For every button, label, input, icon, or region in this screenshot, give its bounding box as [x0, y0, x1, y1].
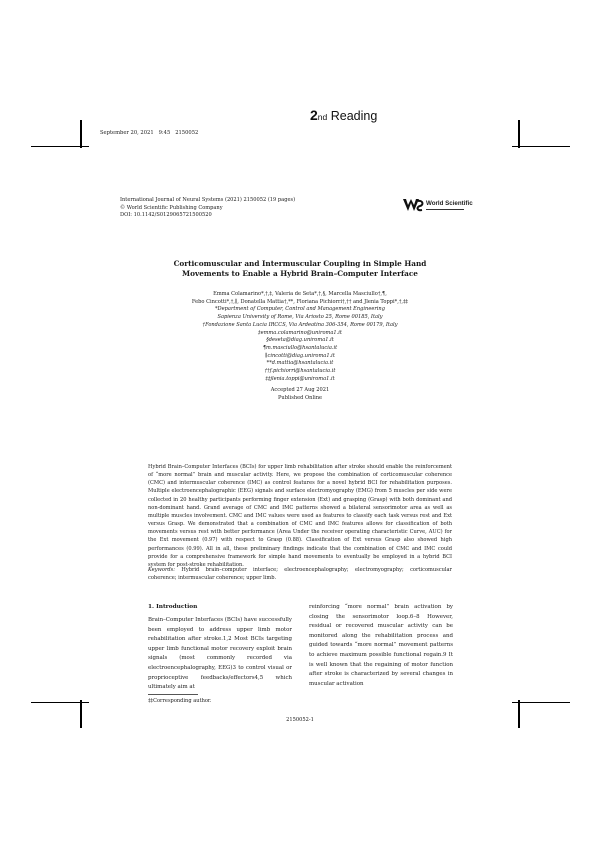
keywords-label: Keywords:	[148, 567, 176, 573]
author-block	[100, 291, 500, 403]
affiliation: Sapienza University of Rome, Via Ariosto 25, Rome 00185, Italy	[217, 314, 383, 321]
crop-mark	[31, 146, 89, 147]
keywords-text: Hybrid brain–computer interface; electroencephalography; electromyography; corticomuscular coherence; intermuscular coherence; upper limb.	[148, 567, 452, 582]
crop-mark	[80, 120, 82, 148]
header-date: September 20, 2021	[100, 130, 154, 136]
reading-superscript: nd	[317, 112, 328, 122]
affiliation: †Fondazione Santa Lucia IRCCS, Via Ardeatina 306-354, Rome 00179, Italy	[202, 321, 398, 328]
crop-mark	[512, 146, 570, 147]
crop-mark	[80, 700, 82, 728]
world-scientific-logo-icon	[402, 198, 424, 212]
affiliation: *Department of Computer, Control and Management Engineering	[215, 306, 385, 313]
journal-info	[120, 197, 295, 220]
email: ‡‡jlenia.toppi@uniroma1.it	[265, 375, 335, 382]
email: ††f.pichiorri@hsantalucia.it	[264, 368, 336, 375]
reading-number: 2	[310, 107, 318, 123]
logo-text: World Scientific	[426, 199, 473, 207]
keywords	[148, 566, 452, 582]
reading-text: Reading	[330, 109, 378, 123]
intro-column-right: reinforcing “more normal” brain activation by closing the sensorimotor loop.6–8 However, residual or recovered muscular activity can be monitored along the rehabilitation process and guided towards “more normal” movement patterns to achieve maximum possible functional regain.9 It is well known that the regaining of motor function after stroke is characterized by several changes in muscular activation	[309, 604, 453, 687]
crop-mark	[512, 702, 570, 703]
journal-doi: DOI: 10.1142/S0129065721500520	[120, 212, 212, 219]
header-time: 9:45	[158, 130, 171, 136]
email: **d.mattia@hsantalucia.it	[266, 360, 334, 367]
page-number: 2150052-1	[286, 717, 314, 723]
authors-line: Emma Colamarino*,†,‡, Valeria de Seta*,†,§, Marcella Masciullo†,¶,	[213, 291, 387, 297]
section-heading: 1. Introduction	[148, 604, 198, 610]
article-title	[100, 259, 500, 278]
published-online: Published Online	[277, 395, 323, 402]
authors-line: Febo Cincotti*,†,∥, Donatella Mattia†,**, Floriana Pichiorri†,†† and Jlenia Toppi*,†,‡‡	[191, 298, 409, 305]
publisher-logo	[402, 198, 473, 212]
intro-column-left: Brain–Computer Interfaces (BCIs) have successfully been employed to address upper limb motor rehabilitation after stroke.1,2 Most BCIs targeting upper limb functional motor recovery exploit brain signals (most commonly recorded via electroencephalography, EEG)3 to control visual or proprioceptive feedbacks/effectors4,5 which ultimately aim at	[148, 617, 292, 691]
footnote: ‡‡Corresponding author.	[148, 698, 212, 704]
email: ‡emma.colamarino@uniroma1.it	[258, 329, 342, 336]
crop-mark	[518, 700, 520, 728]
logo-rule	[426, 209, 464, 210]
crop-mark	[518, 120, 520, 148]
email: §deseta@diag.uniroma1.it	[266, 337, 334, 344]
header-id: 2150052	[175, 130, 199, 136]
title-line: Corticomuscular and Intermuscular Coupling in Simple Hand	[173, 259, 427, 268]
crop-mark	[31, 702, 89, 703]
footnote-rule	[148, 694, 198, 695]
abstract: Hybrid Brain–Computer Interfaces (BCIs) for upper limb rehabilitation after stroke should enable the reinforcement of “more normal” brain and muscular activity. Here, we propose the combination of corticomuscular coherence (CMC) and intermuscular coherence (IMC) as control features for a novel hybrid BCI for rehabilitation purposes. Multiple electroencephalographic (EEG) signals and surface electromyography (EMG) from 5 muscles per side were collected in 20 healthy participants performing finger extension (Ext) and grasping (Grasp) with both dominant and non-dominant hand. Grand average of CMC and IMC patterns showed a bilateral sensorimotor area as well as multiple muscles involvement. CMC and IMC values were used as features to classify each task versus rest and Ext versus Grasp. We demonstrated that a combination of CMC and IMC features allows for classification of both movements versus rest with better performance (Area Under the receiver operating characteristic Curve, AUC) for the Ext movement (0.97) with respect to Grasp (0.88). Classification of Ext versus Grasp also showed high performances (0.99). All in all, these preliminary findings indicate that the combination of CMC and IMC could provide for a comprehensive framework for simple hand movements to eventually be employed in a hybrid BCI system for post-stroke rehabilitation.	[148, 464, 452, 568]
title-line: Movements to Enable a Hybrid Brain–Computer Interface	[182, 268, 418, 278]
journal-copyright: © World Scientific Publishing Company	[120, 204, 223, 211]
running-header	[100, 130, 198, 136]
accepted-date: Accepted 27 Aug 2021	[270, 387, 330, 394]
email: ¶m.masciullo@hsantalucia.it	[262, 344, 338, 351]
email: ∥cincotti@diag.uniroma1.it	[265, 352, 335, 359]
journal-line: International Journal of Neural Systems (2021) 2150052 (19 pages)	[120, 197, 296, 203]
reading-label	[310, 107, 377, 123]
